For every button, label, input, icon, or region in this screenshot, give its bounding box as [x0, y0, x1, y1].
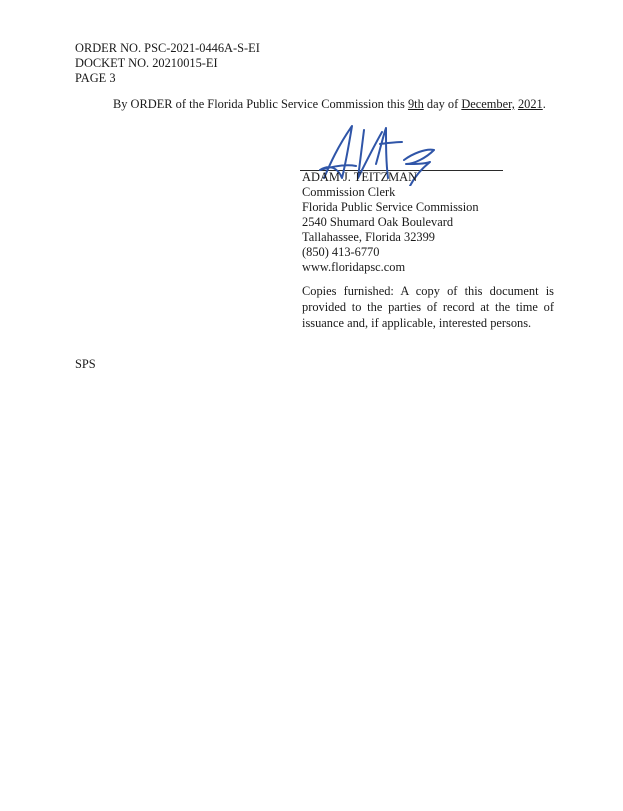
clerk-name: ADAM J. TEITZMAN: [302, 170, 418, 184]
agency-city: Tallahassee, Florida 32399: [302, 230, 435, 244]
order-year: 2021: [517, 97, 543, 111]
document-header: [75, 41, 260, 86]
order-day: 9th: [407, 97, 424, 111]
order-statement-prefix: By ORDER of the Florida Public Service Commission this: [113, 97, 408, 111]
agency-name: Florida Public Service Commission: [302, 200, 479, 214]
page-number: PAGE 3: [75, 71, 116, 85]
order-number: ORDER NO. PSC-2021-0446A-S-EI: [75, 41, 260, 55]
copies-furnished-note: Copies furnished: A copy of this document is provided to the parties of record at the time of issuance and, if applicable, interested persons.: [302, 284, 554, 330]
typist-initials: SPS: [75, 357, 96, 371]
order-statement-suffix: .: [542, 97, 546, 111]
order-statement-mid: day of: [423, 97, 462, 111]
agency-phone: (850) 413-6770: [302, 245, 380, 259]
clerk-block: [302, 170, 479, 275]
clerk-title: Commission Clerk: [302, 185, 396, 199]
order-month: December,: [461, 97, 515, 111]
agency-street: 2540 Shumard Oak Boulevard: [302, 215, 454, 229]
agency-website: www.floridapsc.com: [302, 260, 406, 274]
docket-number: DOCKET NO. 20210015-EI: [75, 56, 218, 70]
order-statement: [113, 97, 546, 112]
